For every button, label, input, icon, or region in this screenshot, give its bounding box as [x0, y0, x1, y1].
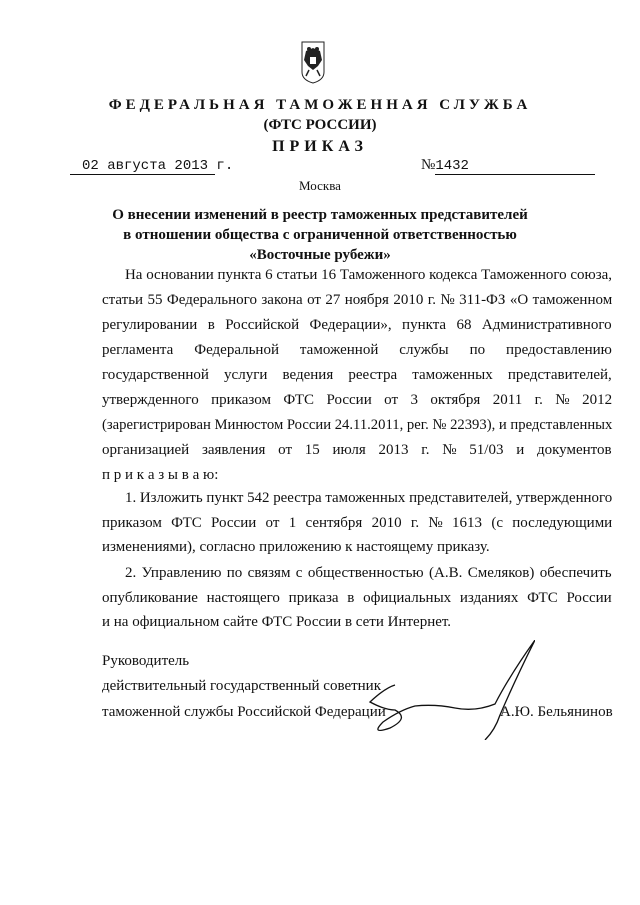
emblem-icon	[300, 40, 326, 84]
title-line: О внесении изменений в реестр таможенных представителей	[112, 207, 528, 223]
preamble-line: (зарегистрирован Минюстом России 24.11.2011, рег. № 22393), и представленных	[102, 417, 613, 433]
preamble-line: регулировании в Российской Федерации», пункта 68 Административного	[102, 317, 612, 333]
item-line: приказом ФТС России от 1 сентября 2010 г. № 1613 (с последующими	[102, 515, 613, 531]
city: Москва	[299, 178, 341, 193]
org-short-name: (ФТС РОССИИ)	[263, 117, 377, 133]
item-line: 2. Управлению по связям с общественностью (А.В. Смеляков) обеспечить	[125, 565, 612, 581]
handwritten-signature	[365, 640, 495, 740]
number-value: 1432	[435, 158, 595, 175]
item-line: опубликование настоящего приказа в официальных изданиях ФТС России	[102, 590, 612, 606]
signer-position: действительный государственный советник	[102, 678, 382, 694]
preamble-line: организацией заявления от 15 июля 2013 г. № 51/03 и документов	[102, 442, 612, 458]
order-number	[421, 157, 595, 175]
preamble-line: утвержденного приказом ФТС России от 3 октября 2011 г. № 2012	[102, 392, 613, 408]
item-line: и на официальном сайте ФТС России в сети Интернет.	[102, 614, 452, 630]
preamble-line: статьи 55 Федерального закона от 27 ноября 2010 г. № 311-ФЗ «О таможенном	[102, 292, 613, 308]
number-sign: №	[421, 157, 436, 173]
preamble-line: регламента Федеральной таможенной службы по предоставлению	[102, 342, 612, 358]
signer-position: Руководитель	[102, 653, 190, 669]
order-date: 02 августа 2013 г.	[70, 158, 215, 175]
signer-name: А.Ю. Бельянинов	[500, 704, 613, 720]
preamble-line: государственной услуги ведения реестра таможенных представителей,	[102, 367, 612, 383]
org-name: ФЕДЕРАЛЬНАЯ ТАМОЖЕННАЯ СЛУЖБА	[108, 97, 532, 113]
doc-type: ПРИКАЗ	[272, 138, 368, 155]
item-line: 1. Изложить пункт 542 реестра таможенных представителей, утвержденного	[125, 490, 613, 506]
item-line: изменениями), согласно приложению к настоящему приказу.	[102, 539, 490, 555]
preamble-line: На основании пункта 6 статьи 16 Таможенного кодекса Таможенного союза,	[125, 267, 612, 283]
title-line: в отношении общества с ограниченной ответственностью	[123, 227, 517, 243]
title-line: «Восточные рубежи»	[249, 247, 391, 263]
signer-position: таможенной службы Российской Федерации	[102, 704, 386, 720]
preamble-line: п р и к а з ы в а ю:	[102, 467, 219, 483]
